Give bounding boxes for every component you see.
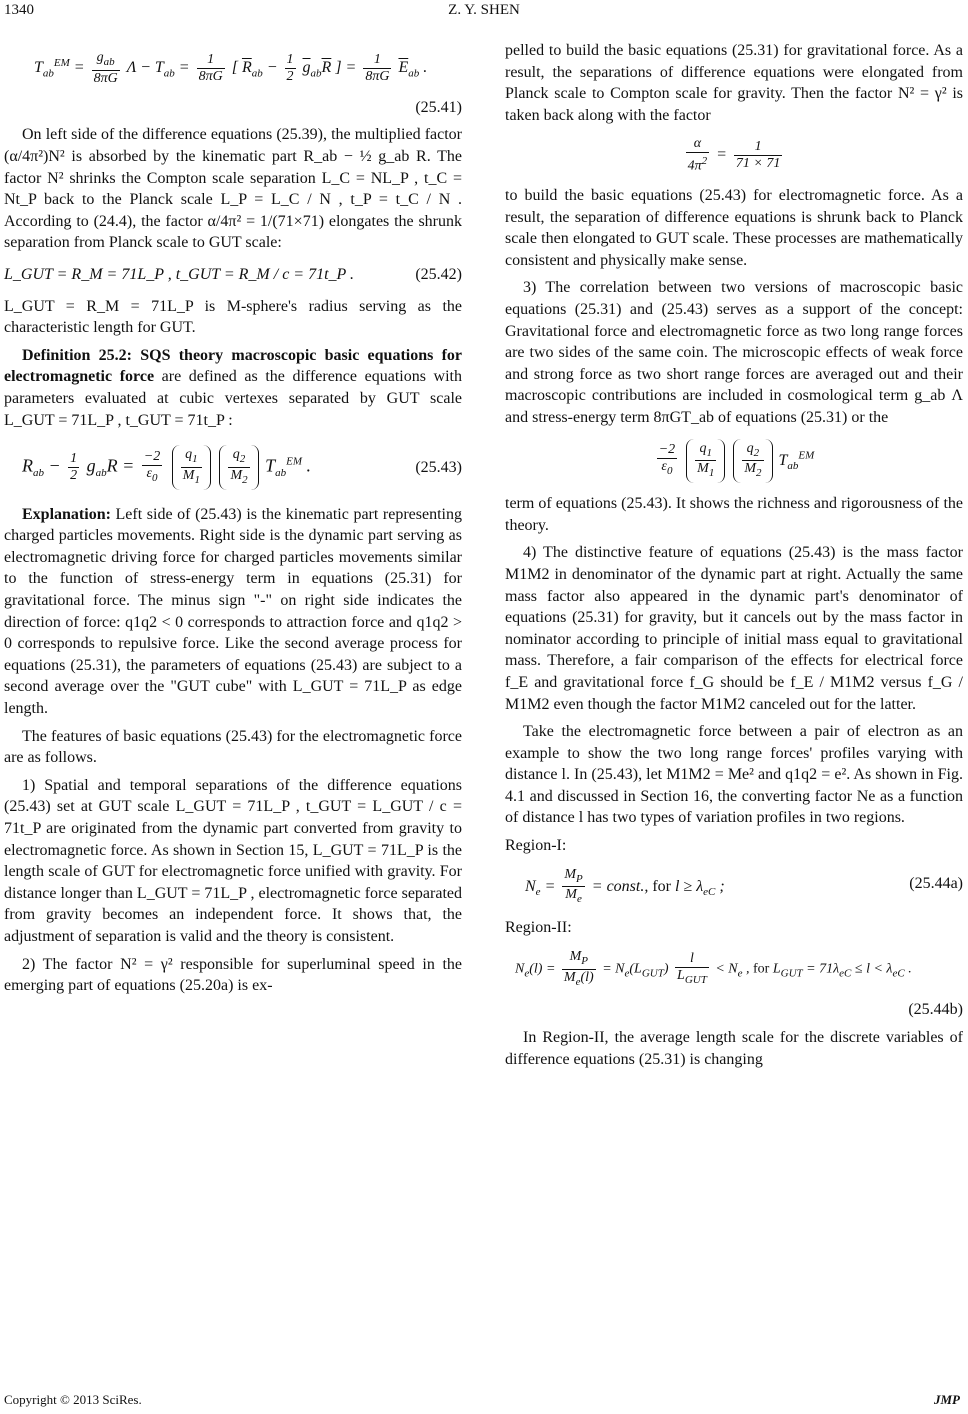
equation-25-44a: $N_e$ = $\frac{M_P}{M_e}$ = const., for $l \ge \lambda_{eC}$ ; (25.44a) [525, 866, 963, 906]
paragraph-feature-3: 3) The correlation between two versions of macroscopic basic equations (25.31) and (25.43) serves as a support of the concept: Gravitational force and electromagnetic force as two long range forces are two sides of the same coin. The microscopic effects of weak force and strong force as two short range forces are averaged out and their macroscopic contributions are included in cosmological term g_ab Λ and stress-energy term 8πGT_ab of equations (25.31) or the [505, 279, 963, 426]
paragraph-factor-absorbed: On left side of the difference equations (25.39), the multiplied factor (α/4π²)N² is absorbed by the kinematic part R_ab − ½ g_ab R. The factor N² shrinks the Compton scale separation L_C = NL_P , t_C = Nt_P back to the Planck scale L_P = L_C / N , t_P = t_C / N . According to (24.4), the factor α/4π² = 1/(71×71) elongates the shrunk separation from Planck scale to GUT scale: [4, 126, 462, 252]
paragraph-feature-2-cont: pelled to build the basic equations (25.31) for gravitational force. As a result, the separations of difference equations were elongated from Planck scale to Compton scale for gravity. Then the factor N² = γ² is taken back along with the factor [505, 42, 963, 124]
paragraph-features-intro: The features of basic equations (25.43) for the electromagnetic force are as follows. [4, 727, 462, 767]
page-footer [4, 1392, 964, 1408]
paragraph-richness: term of equations (25.43). It shows the richness and rigorousness of the theory. [505, 495, 963, 534]
definition-25-2 [4, 345, 462, 431]
definition-body: are defined as the difference equations with parameters evaluated at cubic vertexes separated by GUT scale L_GUT = 71L_P , t_GUT = 71t_P : [4, 368, 462, 429]
paragraph-m-sphere-radius: L_GUT = R_M = 71L_P is M-sphere's radius serving as the characteristic length for GUT. [4, 297, 462, 337]
equation-number-25-41: (25.41) [415, 98, 462, 116]
paragraph-feature-4: 4) The distinctive feature of equations (25.43) is the mass factor M1M2 in denominator of the dynamic part at right. Actually the same mass factor also appeared in the dynamic part's denominator of equations (25.31) for gravity, but it cancels out by the mass factor in nominator according to principle of initial mass equal to gravitational mass. Therefore, a fair comparison of the effects for electrical force f_E and gravitational force f_G should be f_E / M1M2 versus f_G / M1M2 even though the factor M1M2 canceled out for the latter. [505, 544, 963, 713]
equation-number-25-44a: (25.44a) [909, 874, 963, 892]
copyright-notice: Copyright © 2013 SciRes. [4, 1392, 142, 1407]
equation-25-41: $T_{ab}^{EM}$ = $\frac{g_{ab}}{8\pi G}$ $\Lambda - T_{ab}$ = $\frac{1}{8\pi G}$ [ $\overline{R}_{ab}$ − $\frac{1}{2}$ $\overline{g}_{ab}\overline{R}$ ] = $\frac{1}{8\pi G}$ $\overline{E}_{ab}$ . [34, 50, 428, 86]
journal-abbrev: JMP [934, 1392, 960, 1407]
equation-em-term: $\frac{-2}{\varepsilon_0}$ $\frac{q_1}{M_1}$ $\frac{q_2}{M_2}$ $T_{ab}^{EM}$ [505, 439, 963, 484]
paragraph-feature-2-start: 2) The factor N² = γ² responsible for superluminal speed in the emerging part of equations (25.20a) is ex- [4, 955, 462, 995]
paragraph-region-2: In Region-II, the average length scale for the discrete variables of difference equations (25.31) is changing [505, 1029, 963, 1068]
page-header [0, 0, 968, 24]
paragraph-feature-1: 1) Spatial and temporal separations of the difference equations (25.43) set at GUT scale L_GUT = 71L_P , t_GUT = L_GUT / c = 71t_P are originated from the dynamic part converted from gravity to electromagnetic force. As shown in Section 15, L_GUT = 71L_P is the length scale of GUT for electromagnetic force unified with gravity. For distance longer than L_GUT = 71L_P , electromagnetic force separated from gravity becomes an independent force. It shows that, the adjustment of separation is valid and the theory is consistent. [4, 776, 462, 945]
left-column [4, 40, 462, 1003]
equation-number-25-42: (25.42) [415, 265, 462, 283]
explanation-paragraph [4, 504, 462, 720]
page-number: 1340 [4, 2, 34, 18]
running-author: Z. Y. SHEN [448, 2, 520, 18]
equation-25-42 [4, 264, 462, 286]
equation-25-42-text: L_GUT = R_M = 71L_P , t_GUT = R_M / c = 71t_P . [4, 265, 355, 283]
definition-title: Definition 25.2: SQS theory macroscopic basic equations for electromagnetic force [4, 346, 462, 386]
explanation-title: Explanation: [22, 505, 111, 523]
equation-25-44b: $N_e(l)$ = $\frac{M_P}{M_e(l)}$ = $N_e(L_{GUT})$ $\frac{l}{L_{GUT}}$ < $N_e$ , for $L_{GUT} = 71\lambda_{eC} \le l < \lambda_{eC}$ . [515, 948, 912, 988]
equation-number-25-43: (25.43) [415, 459, 462, 477]
equation-25-43: $R_{ab}$ − $\frac{1}{2}$ $g_{ab}R$ = $\frac{-2}{\varepsilon_0}$ $\frac{q_1}{M_1}$ $\frac{q_2}{M_2}$ $T_{ab}^{EM}$ . (25.43) [22, 445, 462, 490]
paragraph-electron-example: Take the electromagnetic force between a pair of electron as an example to show the two long range forces' profiles varying with distance l. In (25.43), let M1M2 = Me² and q1q2 = e². As shown in Fig. 4.1 and discussed in Section 16, the converting factor Ne as a function of distance l has two types of variation profiles in two regions. [505, 723, 963, 827]
paragraph-feature-2-end: to build the basic equations (25.43) for electromagnetic force. As a result, the separation of difference equations is shrunk back to Planck scale then elongated to GUT scale. These processes are mathematically consistent and physically make sense. [505, 187, 963, 269]
region-1-label: Region-I: [505, 837, 567, 855]
equation-number-25-44b: (25.44b) [908, 1001, 963, 1019]
explanation-body: Left side of (25.43) is the kinematic part representing charged particles movements. Right side is the dynamic part serving as electromagnetic driving force for charged particles movements similar to the function of stress-energy term in equations (25.31) for gravitational force. The minus sign "-" on right side indicates the direction of force: q1q2 < 0 corresponds to attraction force and q1q2 > 0 corresponds to repulsive force. Like the second average process for equations (25.31), the parameters of equations (25.43) are subject to a second average over the "GUT cube" with L_GUT = 71L_P as edge length. [4, 505, 462, 718]
right-column [505, 40, 963, 1076]
region-2-label: Region-II: [505, 919, 572, 937]
equation-alpha-factor: $\frac{\alpha}{4\pi^2}$ = $\frac{1}{71 \times 71}$ [687, 136, 781, 175]
